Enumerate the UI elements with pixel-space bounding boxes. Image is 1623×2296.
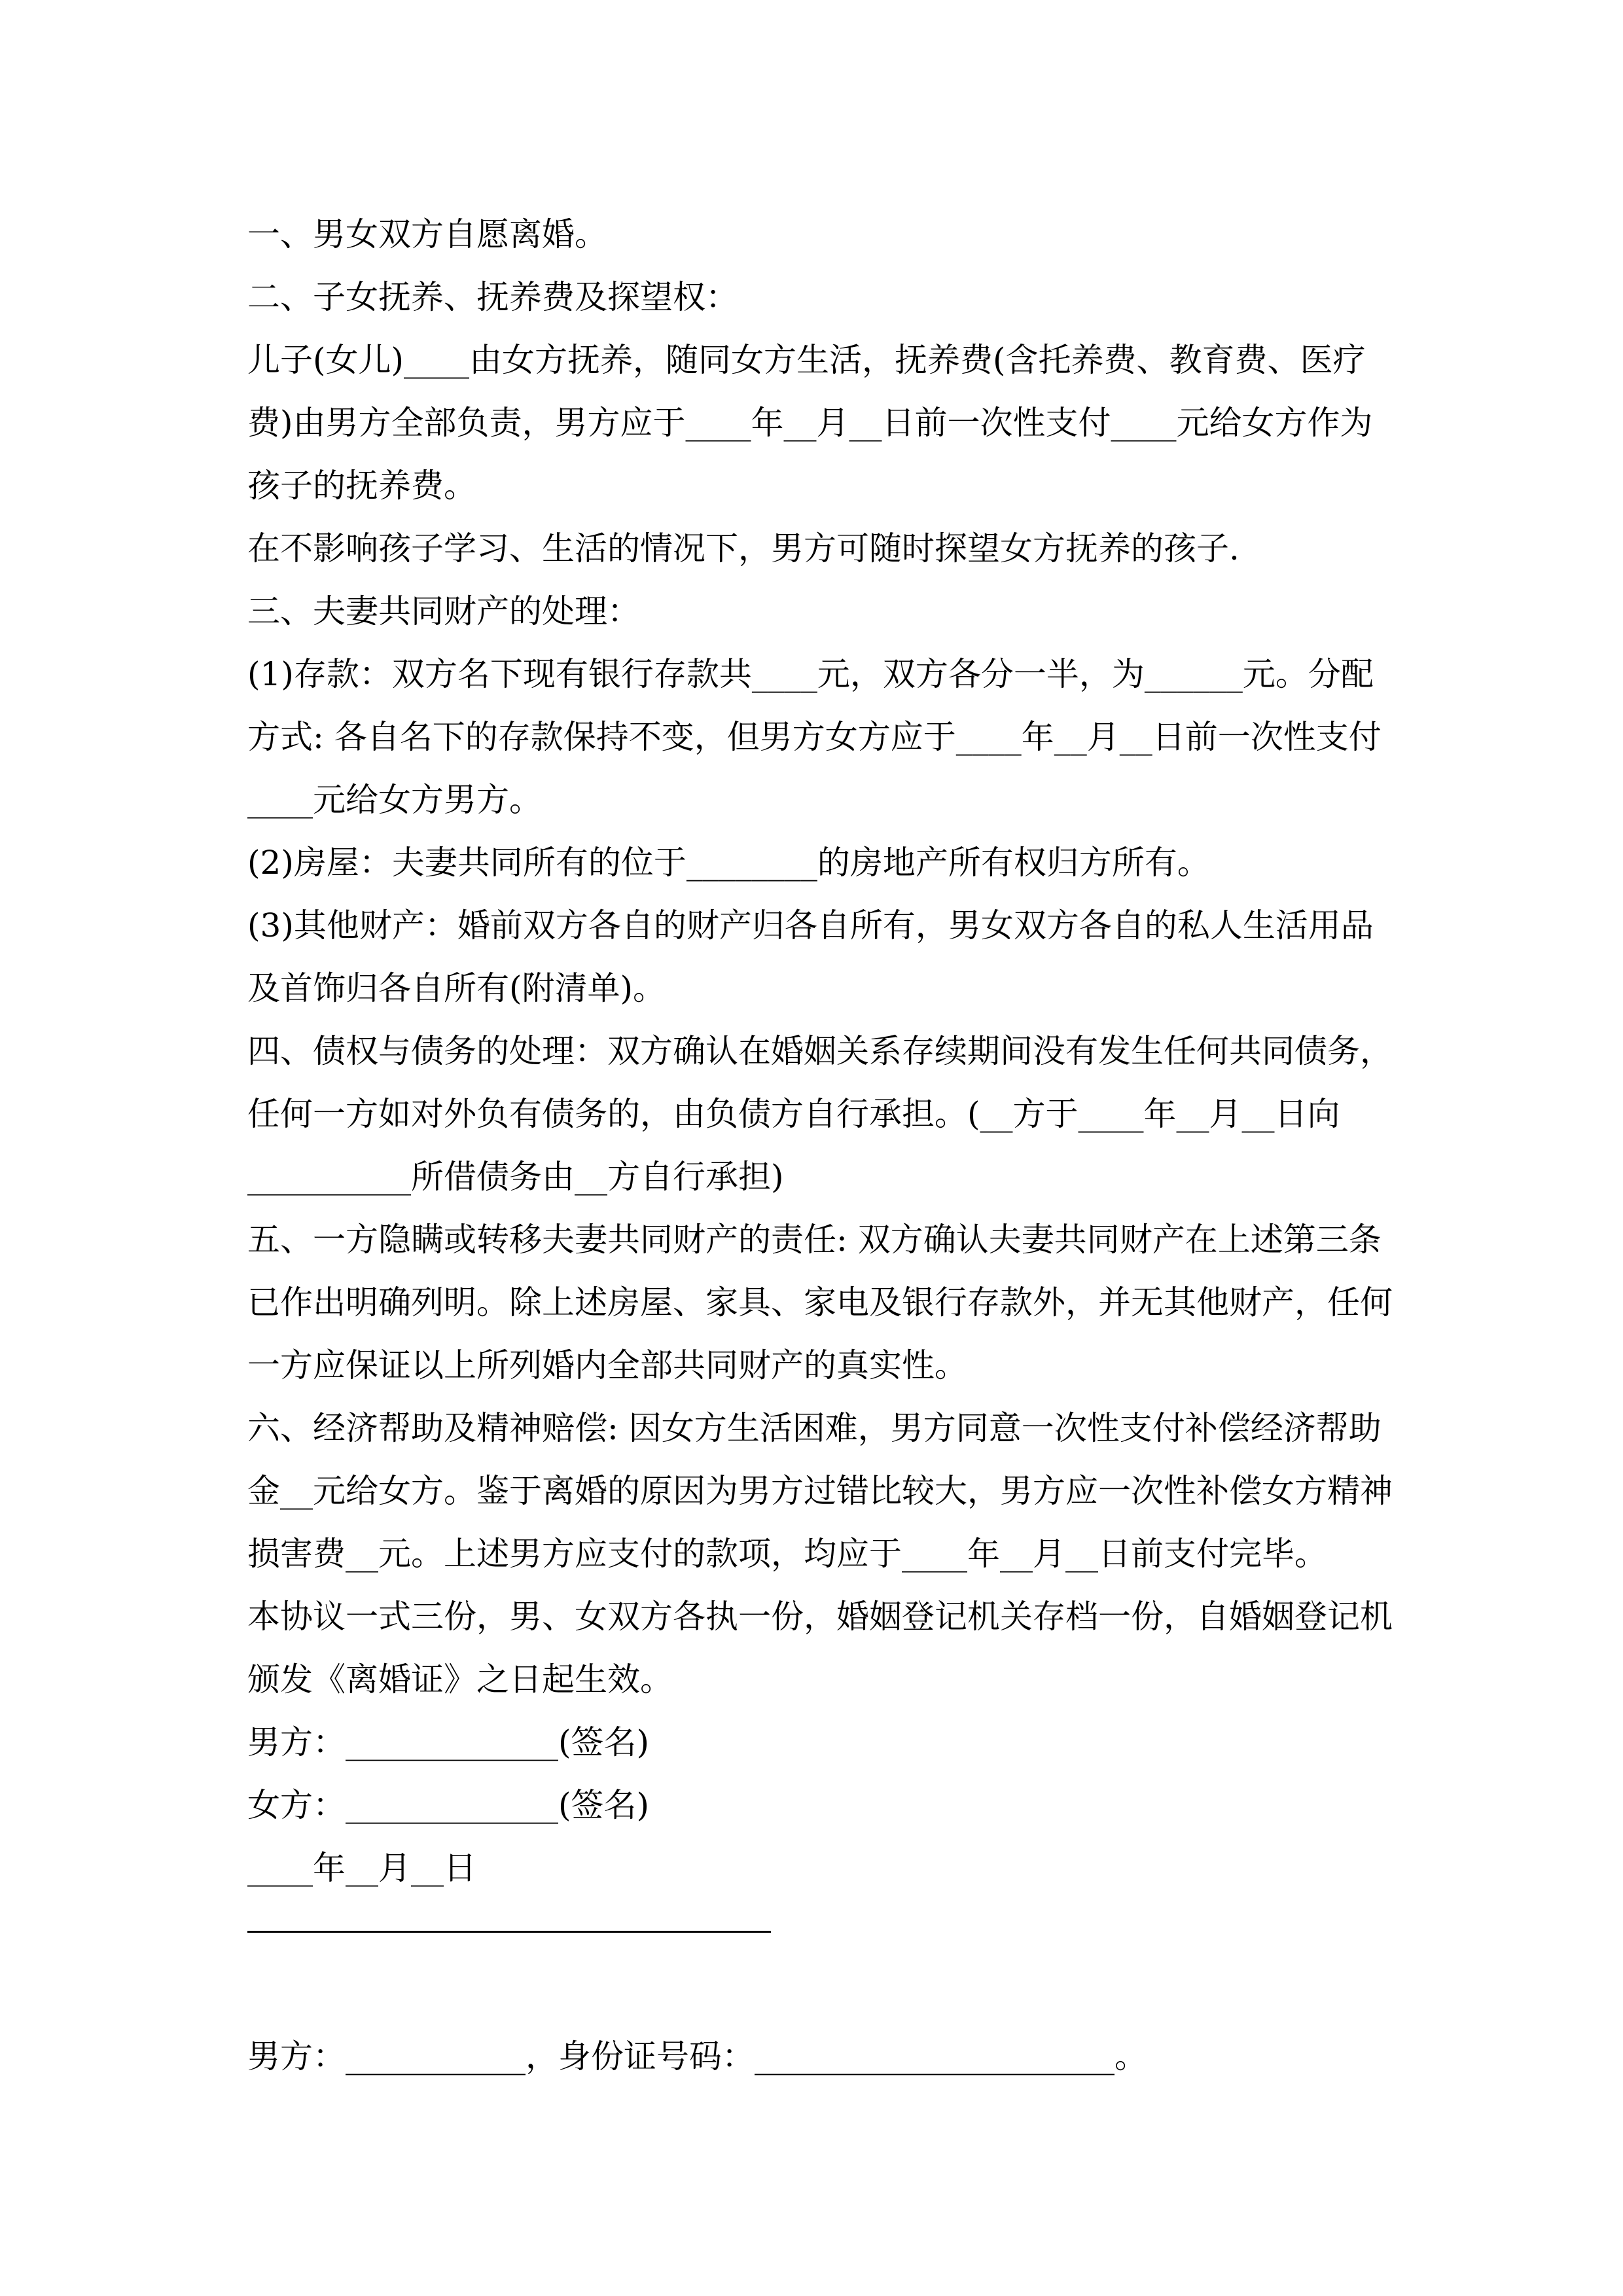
clause-2-text-line-3: 孩子的抚养费。: [247, 467, 476, 505]
clause-3-deposits-line-2: 方式: 各自名下的存款保持不变，但男方女方应于____年__月__日前一次性支付: [247, 718, 1382, 756]
clause-3-deposits-line-3: ____元给女方男方。: [247, 781, 542, 819]
male-signature-line: 男方：_____________(签名): [247, 1723, 650, 1761]
clause-6-compensation-line-3: 损害费__元。上述男方应支付的款项，均应于____年__月__日前支付完毕。: [247, 1535, 1327, 1573]
clause-3-other-property-line-2: 及首饰归各自所有(附清单)。: [247, 969, 666, 1007]
clause-3-deposits-line-1: (1)存款：双方名下现有银行存款共____元，双方各分一半，为______元。分配: [247, 655, 1374, 693]
copies-clause-line-2: 颁发《离婚证》之日起生效。: [247, 1660, 673, 1698]
clause-3-heading: 三、夫妻共同财产的处理：: [247, 592, 640, 630]
visitation-rights: 在不影响孩子学习、生活的情况下，男方可随时探望女方抚养的孩子.: [247, 529, 1240, 567]
clause-6-compensation-line-1: 六、经济帮助及精神赔偿: 因女方生活困难，男方同意一次性支付补偿经济帮助: [247, 1409, 1382, 1447]
clause-5-concealment-line-2: 已作出明确列明。除上述房屋、家具、家电及银行存款外，并无其他财产，任何: [247, 1283, 1393, 1321]
clause-2-text-line-1: 儿子(女儿)____由女方抚养，随同女方生活，抚养费(含托养费、教育费、医疗: [247, 341, 1366, 379]
clause-4-debts-line-3: __________所借债务由__方自行承担): [247, 1158, 784, 1196]
clause-3-other-property-line-1: (3)其他财产：婚前双方各自的财产归各自所有，男女双方各自的私人生活用品: [247, 906, 1374, 944]
female-signature-line: 女方：_____________(签名): [247, 1786, 650, 1824]
clause-2-text-line-2: 费)由男方全部负责，男方应于____年__月__日前一次性支付____元给女方作为: [247, 404, 1373, 442]
copies-clause-line-1: 本协议一式三份，男、女双方各执一份，婚姻登记机关存档一份，自婚姻登记机: [247, 1598, 1393, 1636]
male-id-number-line: 男方：___________，身份证号码：______________________。: [247, 2037, 1147, 2075]
clause-3-house: (2)房屋：夫妻共同所有的位于________的房地产所有权归方所有。: [247, 844, 1210, 882]
spacer: [247, 1962, 1399, 2025]
document-page: [247, 203, 1399, 2088]
clause-2-heading: 二、子女抚养、抚养费及探望权：: [247, 278, 738, 316]
clause-5-concealment-line-3: 一方应保证以上所列婚内全部共同财产的真实性。: [247, 1346, 967, 1384]
section-divider: [247, 1899, 1399, 1962]
clause-6-compensation-line-2: 金__元给女方。鉴于离婚的原因为男方过错比较大，男方应一次性补偿女方精神: [247, 1472, 1393, 1510]
clause-4-debts-line-1: 四、债权与债务的处理：双方确认在婚姻关系存续期间没有发生任何共同债务，: [247, 1032, 1393, 1070]
clause-1-divorce-consent: 一、男女双方自愿离婚。: [247, 215, 607, 253]
signing-date-line: ____年__月__日: [247, 1849, 476, 1887]
divider-rule: [247, 1931, 771, 1933]
clause-4-debts-line-2: 任何一方如对外负有债务的，由负债方自行承担。(__方于____年__月__日向: [247, 1095, 1340, 1133]
clause-5-concealment-line-1: 五、一方隐瞒或转移夫妻共同财产的责任: 双方确认夫妻共同财产在上述第三条: [247, 1221, 1382, 1259]
